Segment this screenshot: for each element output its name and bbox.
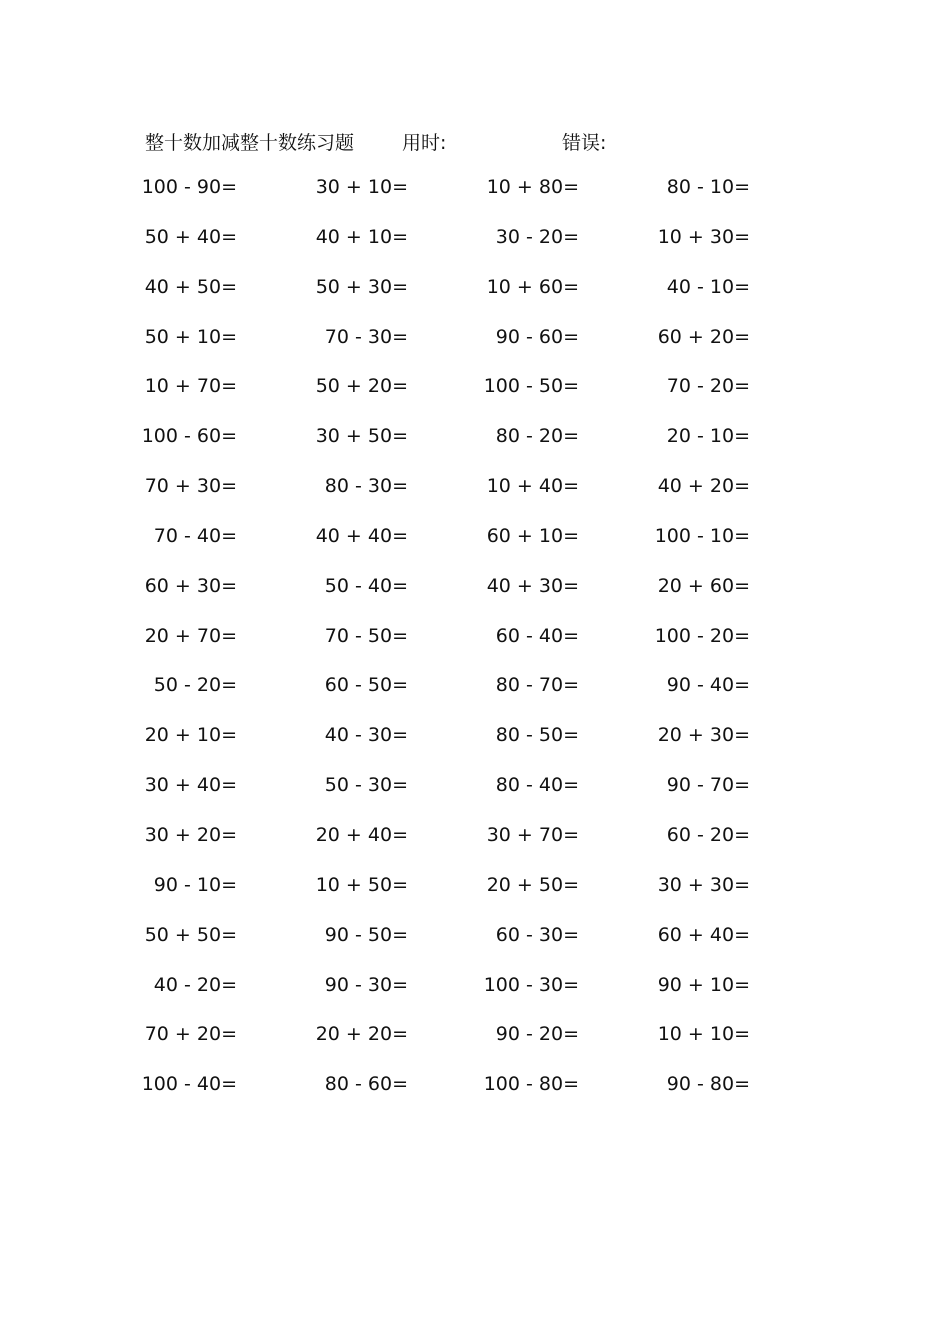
problem-cell: 80 - 60= [324,1073,408,1096]
problem-cell: 20 + 40= [315,823,408,846]
problem-cell: 80 - 10= [666,176,750,198]
problem-row [0,924,950,974]
problem-row [0,824,950,874]
problem-cell: 60 + 30= [144,574,237,597]
problem-cell: 20 + 70= [144,624,237,647]
problem-cell: 70 - 50= [324,624,408,647]
problem-cell: 30 - 20= [495,225,579,248]
problem-cell: 50 - 40= [324,574,408,597]
problem-cell: 10 + 30= [657,225,750,248]
problem-row [0,1073,950,1123]
problem-cell: 100 - 40= [141,1073,237,1096]
problem-cell: 90 - 50= [324,923,408,946]
problem-row [0,974,950,1024]
problem-row [0,774,950,824]
problem-cell: 50 + 30= [315,275,408,298]
problem-cell: 100 - 60= [141,425,237,448]
errors-label: 错误: [562,132,607,154]
problem-cell: 50 + 20= [315,375,408,398]
problem-cell: 90 - 30= [324,973,408,996]
problem-cell: 50 + 10= [144,325,237,348]
problem-cell: 50 - 30= [324,774,408,797]
problem-cell: 10 + 40= [486,475,579,498]
problem-cell: 70 + 30= [144,475,237,498]
problem-cell: 80 - 20= [495,425,579,448]
problem-cell: 70 - 30= [324,325,408,348]
problem-cell: 40 + 30= [486,574,579,597]
problem-row [0,525,950,575]
problem-cell: 100 - 80= [483,1073,579,1096]
problem-cell: 80 - 30= [324,475,408,498]
problem-cell: 40 + 50= [144,275,237,298]
problem-row [0,326,950,376]
problem-cell: 90 - 80= [666,1073,750,1096]
problem-row [0,874,950,924]
problem-row [0,425,950,475]
problem-cell: 20 + 50= [486,873,579,896]
problem-row [0,475,950,525]
problem-cell: 50 + 50= [144,923,237,946]
problem-cell: 60 + 20= [657,325,750,348]
problem-cell: 60 - 30= [495,923,579,946]
problem-cell: 100 - 10= [654,524,750,547]
problem-row [0,625,950,675]
problem-row [0,226,950,276]
problem-cell: 100 - 50= [483,375,579,398]
problem-cell: 20 + 10= [144,724,237,747]
problem-cell: 60 - 40= [495,624,579,647]
problem-cell: 90 - 40= [666,674,750,697]
problem-cell: 40 - 10= [666,275,750,298]
problem-cell: 30 + 10= [315,176,408,198]
problem-cell: 30 + 20= [144,823,237,846]
problem-cell: 60 - 50= [324,674,408,697]
problem-cell: 90 - 60= [495,325,579,348]
problem-cell: 80 - 40= [495,774,579,797]
problem-cell: 70 + 20= [144,1023,237,1046]
problem-cell: 40 - 20= [153,973,237,996]
problem-cell: 20 - 10= [666,425,750,448]
time-label: 用时: [402,132,447,154]
problem-cell: 30 + 50= [315,425,408,448]
problem-cell: 10 + 80= [486,176,579,198]
problem-row [0,375,950,425]
problem-cell: 10 + 50= [315,873,408,896]
problem-cell: 30 + 70= [486,823,579,846]
worksheet-title: 整十数加减整十数练习题 [145,132,355,154]
problem-cell: 100 - 90= [141,176,237,198]
problem-cell: 50 - 20= [153,674,237,697]
problem-cell: 10 + 10= [657,1023,750,1046]
worksheet-header [0,128,950,158]
problem-cell: 20 + 60= [657,574,750,597]
problem-cell: 60 - 20= [666,823,750,846]
problem-cell: 20 + 20= [315,1023,408,1046]
problem-cell: 70 - 40= [153,524,237,547]
problem-row [0,575,950,625]
problem-row [0,674,950,724]
problem-grid [0,176,950,1123]
problem-row [0,1023,950,1073]
problem-cell: 60 + 10= [486,524,579,547]
problem-cell: 40 + 10= [315,225,408,248]
problem-cell: 40 - 30= [324,724,408,747]
problem-cell: 60 + 40= [657,923,750,946]
problem-cell: 10 + 70= [144,375,237,398]
problem-cell: 90 - 10= [153,873,237,896]
problem-cell: 80 - 50= [495,724,579,747]
problem-cell: 40 + 40= [315,524,408,547]
problem-cell: 70 - 20= [666,375,750,398]
problem-cell: 50 + 40= [144,225,237,248]
problem-cell: 10 + 60= [486,275,579,298]
problem-cell: 90 + 10= [657,973,750,996]
problem-cell: 90 - 70= [666,774,750,797]
problem-cell: 90 - 20= [495,1023,579,1046]
problem-cell: 100 - 20= [654,624,750,647]
problem-cell: 30 + 40= [144,774,237,797]
problem-cell: 80 - 70= [495,674,579,697]
problem-cell: 100 - 30= [483,973,579,996]
problem-row [0,276,950,326]
problem-cell: 40 + 20= [657,475,750,498]
problem-row [0,724,950,774]
problem-cell: 30 + 30= [657,873,750,896]
problem-cell: 20 + 30= [657,724,750,747]
problem-row [0,176,950,226]
